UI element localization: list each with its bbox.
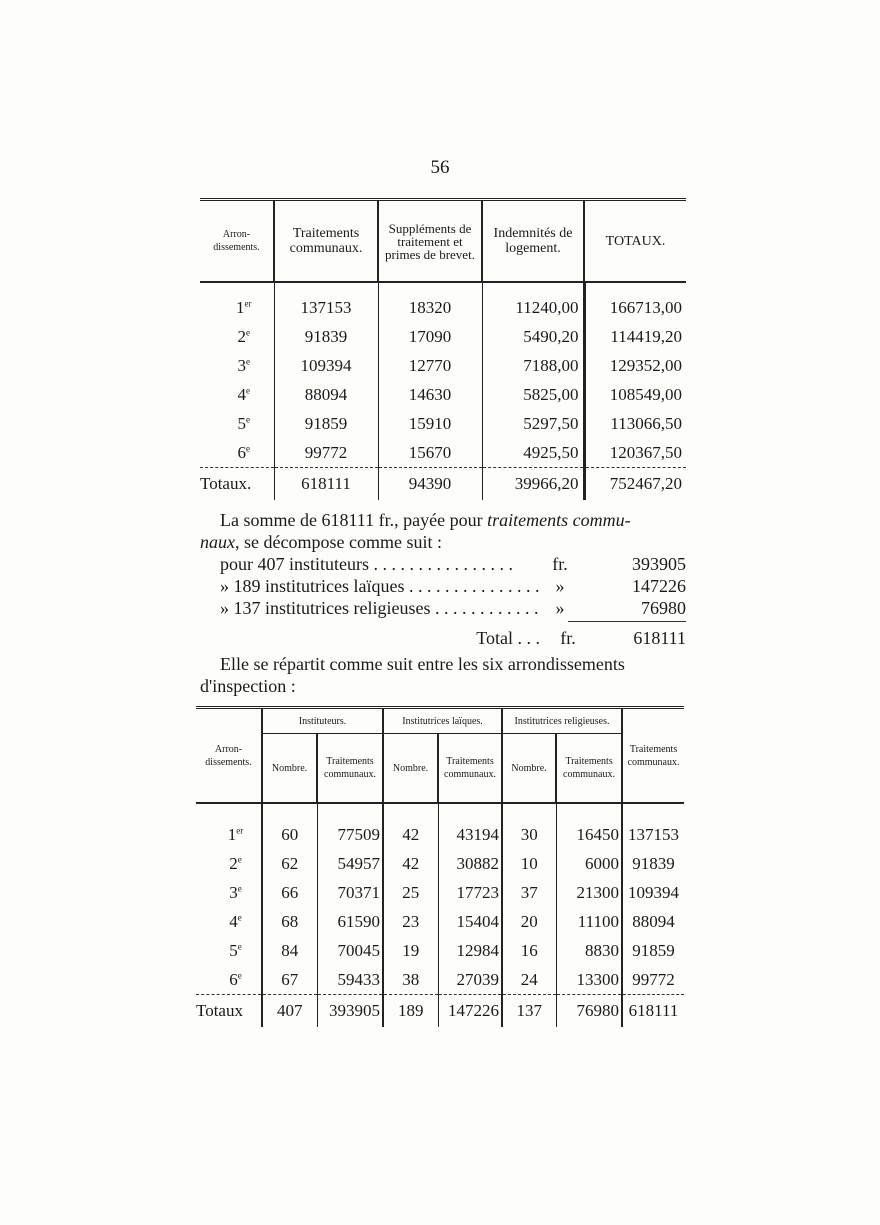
religieuses-traitements-cell: 21300 bbox=[556, 878, 622, 907]
arrondissement-cell bbox=[200, 322, 274, 351]
indemnites-cell: 5490,20 bbox=[482, 322, 584, 351]
supplements-total: 94390 bbox=[378, 468, 482, 501]
traitements-total-cell: 91839 bbox=[622, 849, 684, 878]
indemnites-cell: 5297,50 bbox=[482, 409, 584, 438]
table-row bbox=[196, 878, 684, 907]
indemnites-cell: 7188,00 bbox=[482, 351, 584, 380]
traitements-cell: 91859 bbox=[274, 409, 378, 438]
laiques-nombre-cell: 42 bbox=[383, 849, 438, 878]
arrondissement-number: 3 bbox=[237, 355, 246, 375]
table-row bbox=[200, 409, 686, 438]
arrondissement-cell bbox=[196, 820, 262, 849]
traitements-total-cell: 618111 bbox=[622, 995, 684, 1028]
header-totaux: TOTAUX. bbox=[584, 200, 686, 283]
traitements-cell: 91839 bbox=[274, 322, 378, 351]
religieuses-nombre-cell: 137 bbox=[502, 995, 556, 1028]
laiques-nombre-cell: 189 bbox=[383, 995, 438, 1028]
instituteurs-traitements-cell: 61590 bbox=[317, 907, 383, 936]
instituteurs-traitements-cell: 70371 bbox=[317, 878, 383, 907]
traitements-total: 618111 bbox=[274, 468, 378, 501]
indemnites-cell: 11240,00 bbox=[482, 293, 584, 322]
header-nombre: Nombre. bbox=[262, 734, 317, 804]
traitements-cell: 137153 bbox=[274, 293, 378, 322]
grand-total: 752467,20 bbox=[584, 468, 686, 501]
header-traitements: Traitements communaux. bbox=[438, 734, 502, 804]
arrondissement-cell bbox=[196, 878, 262, 907]
religieuses-nombre-cell: 37 bbox=[502, 878, 556, 907]
group-institutrices-laiques: Institutrices laïques. bbox=[383, 708, 502, 734]
table-row bbox=[200, 351, 686, 380]
arrondissement-number: 5 bbox=[237, 413, 246, 433]
arrondissement-cell bbox=[196, 907, 262, 936]
header-traitements: Traitements communaux. bbox=[274, 200, 378, 283]
total-currency: fr. bbox=[560, 628, 576, 648]
distribution-amount: 393905 bbox=[632, 554, 686, 574]
arrondissement-number: 5 bbox=[229, 940, 238, 960]
laiques-traitements-cell: 15404 bbox=[438, 907, 502, 936]
table-row bbox=[200, 380, 686, 409]
header-arrondissements: Arron-dissements. bbox=[196, 708, 262, 804]
supplements-cell: 12770 bbox=[378, 351, 482, 380]
table-row bbox=[196, 965, 684, 995]
distribution-label: » 137 institutrices religieuses . . . bbox=[220, 597, 540, 619]
arrondissement-cell bbox=[196, 965, 262, 995]
arrondissement-number: 3 bbox=[229, 882, 238, 902]
total-cell: 129352,00 bbox=[584, 351, 686, 380]
sum-rule bbox=[568, 621, 686, 622]
arrondissement-number: 2 bbox=[229, 853, 238, 873]
ordinal-suffix: er bbox=[236, 824, 244, 835]
header-indemnites: Indemnités de logement. bbox=[482, 200, 584, 283]
traitements-cell: 109394 bbox=[274, 351, 378, 380]
paragraph-text: , se décompose comme suit : bbox=[235, 532, 442, 552]
ordinal-suffix: e bbox=[237, 969, 242, 980]
distribution-list bbox=[220, 553, 686, 649]
distribution-currency: » bbox=[555, 576, 565, 596]
ordinal-suffix: e bbox=[246, 384, 250, 395]
table-row bbox=[196, 820, 684, 849]
arrondissement-cell bbox=[196, 849, 262, 878]
laiques-traitements-cell: 43194 bbox=[438, 820, 502, 849]
arrondissement-number: 2 bbox=[237, 326, 246, 346]
traitements-total-cell: 88094 bbox=[622, 907, 684, 936]
instituteurs-nombre-cell: 60 bbox=[262, 820, 317, 849]
supplements-cell: 15670 bbox=[378, 438, 482, 468]
distribution-amount: 76980 bbox=[641, 598, 686, 618]
laiques-nombre-cell: 19 bbox=[383, 936, 438, 965]
header-traitements-total: Traitements communaux. bbox=[622, 708, 684, 804]
arrondissement-number: 1 bbox=[236, 297, 245, 317]
indemnites-cell: 4925,50 bbox=[482, 438, 584, 468]
instituteurs-nombre-cell: 407 bbox=[262, 995, 317, 1028]
religieuses-nombre-cell: 30 bbox=[502, 820, 556, 849]
religieuses-nombre-cell: 16 bbox=[502, 936, 556, 965]
arrondissement-cell bbox=[200, 351, 274, 380]
laiques-nombre-cell: 25 bbox=[383, 878, 438, 907]
ordinal-suffix: er bbox=[244, 297, 252, 308]
total-cell: 166713,00 bbox=[584, 293, 686, 322]
supplements-cell: 14630 bbox=[378, 380, 482, 409]
paragraph-italic: traitements commu- bbox=[487, 510, 631, 530]
totals-label: Totaux bbox=[196, 995, 262, 1028]
arrondissement-cell bbox=[200, 380, 274, 409]
religieuses-traitements-cell: 76980 bbox=[556, 995, 622, 1028]
paragraph-text: La somme de 618111 fr., payée pour bbox=[220, 510, 488, 530]
ordinal-suffix: e bbox=[237, 911, 242, 922]
total-cell: 114419,20 bbox=[584, 322, 686, 351]
religieuses-traitements-cell: 8830 bbox=[556, 936, 622, 965]
ordinal-suffix: e bbox=[246, 326, 250, 337]
total-cell: 113066,50 bbox=[584, 409, 686, 438]
arrondissement-number: 6 bbox=[237, 442, 246, 462]
ordinal-suffix: e bbox=[237, 882, 242, 893]
religieuses-nombre-cell: 20 bbox=[502, 907, 556, 936]
ordinal-suffix: e bbox=[246, 413, 250, 424]
total-amount: 618111 bbox=[633, 628, 686, 648]
traitements-total-cell: 109394 bbox=[622, 878, 684, 907]
paragraph-decomposition bbox=[200, 509, 686, 553]
distribution-label: pour 407 instituteurs . . . bbox=[220, 553, 540, 575]
laiques-traitements-cell: 27039 bbox=[438, 965, 502, 995]
table-row bbox=[196, 936, 684, 965]
laiques-nombre-cell: 42 bbox=[383, 820, 438, 849]
header-nombre: Nombre. bbox=[502, 734, 556, 804]
table-row bbox=[200, 322, 686, 351]
arrondissement-number: 6 bbox=[229, 969, 238, 989]
traitements-total-cell: 137153 bbox=[622, 820, 684, 849]
arrondissement-number: 4 bbox=[229, 911, 238, 931]
instituteurs-nombre-cell: 66 bbox=[262, 878, 317, 907]
arrondissement-number: 1 bbox=[227, 824, 237, 844]
distribution-item bbox=[220, 597, 686, 619]
religieuses-traitements-cell: 16450 bbox=[556, 820, 622, 849]
instituteurs-traitements-cell: 54957 bbox=[317, 849, 383, 878]
religieuses-nombre-cell: 24 bbox=[502, 965, 556, 995]
totals-row bbox=[200, 468, 686, 501]
instituteurs-traitements-cell: 393905 bbox=[317, 995, 383, 1028]
distribution-item bbox=[220, 575, 686, 597]
group-instituteurs: Instituteurs. bbox=[262, 708, 383, 734]
instituteurs-traitements-cell: 70045 bbox=[317, 936, 383, 965]
distribution-currency: » bbox=[555, 598, 565, 618]
laiques-nombre-cell: 38 bbox=[383, 965, 438, 995]
laiques-nombre-cell: 23 bbox=[383, 907, 438, 936]
instituteurs-nombre-cell: 68 bbox=[262, 907, 317, 936]
instituteurs-traitements-cell: 59433 bbox=[317, 965, 383, 995]
distribution-currency: fr. bbox=[552, 554, 568, 574]
religieuses-traitements-cell: 11100 bbox=[556, 907, 622, 936]
instituteurs-nombre-cell: 84 bbox=[262, 936, 317, 965]
total-cell: 120367,50 bbox=[584, 438, 686, 468]
paragraph-italic: naux bbox=[200, 532, 235, 552]
paragraph-repartition: Elle se répartit comme suit entre les six arrondissements d'inspection : bbox=[200, 654, 625, 696]
instituteurs-traitements-cell: 77509 bbox=[317, 820, 383, 849]
ordinal-suffix: e bbox=[237, 853, 242, 864]
total-label: Total . . . bbox=[220, 627, 548, 649]
traitements-total-cell: 91859 bbox=[622, 936, 684, 965]
table-row bbox=[196, 907, 684, 936]
total-cell: 108549,00 bbox=[584, 380, 686, 409]
traitements-total-cell: 99772 bbox=[622, 965, 684, 995]
distribution-total bbox=[220, 627, 686, 649]
table-row bbox=[200, 293, 686, 322]
religieuses-nombre-cell: 10 bbox=[502, 849, 556, 878]
header-supplements: Suppléments de traitement et primes de brevet. bbox=[378, 200, 482, 283]
header-arrondissements: Arron-dissements. bbox=[200, 200, 274, 283]
traitements-cell: 88094 bbox=[274, 380, 378, 409]
indemnites-cell: 5825,00 bbox=[482, 380, 584, 409]
religieuses-traitements-cell: 13300 bbox=[556, 965, 622, 995]
header-traitements: Traitements communaux. bbox=[556, 734, 622, 804]
table-row bbox=[200, 438, 686, 468]
ordinal-suffix: e bbox=[246, 442, 250, 453]
ordinal-suffix: e bbox=[237, 940, 242, 951]
ordinal-suffix: e bbox=[246, 355, 250, 366]
instituteurs-nombre-cell: 62 bbox=[262, 849, 317, 878]
table-row bbox=[196, 849, 684, 878]
religieuses-traitements-cell: 6000 bbox=[556, 849, 622, 878]
header-nombre: Nombre. bbox=[383, 734, 438, 804]
indemnites-total: 39966,20 bbox=[482, 468, 584, 501]
arrondissement-cell bbox=[200, 409, 274, 438]
arrondissement-cell bbox=[200, 293, 274, 322]
traitements-cell: 99772 bbox=[274, 438, 378, 468]
page-number: 56 bbox=[430, 157, 450, 178]
distribution-item bbox=[220, 553, 686, 575]
arrondissement-number: 4 bbox=[237, 384, 246, 404]
supplements-cell: 18320 bbox=[378, 293, 482, 322]
laiques-traitements-cell: 147226 bbox=[438, 995, 502, 1028]
supplements-cell: 15910 bbox=[378, 409, 482, 438]
distribution-amount: 147226 bbox=[632, 576, 686, 596]
instituteurs-nombre-cell: 67 bbox=[262, 965, 317, 995]
laiques-traitements-cell: 12984 bbox=[438, 936, 502, 965]
supplements-cell: 17090 bbox=[378, 322, 482, 351]
distribution-label: » 189 institutrices laïques . . . bbox=[220, 575, 540, 597]
salary-summary-table bbox=[200, 198, 686, 500]
arrondissement-cell bbox=[196, 936, 262, 965]
header-traitements: Traitements communaux. bbox=[317, 734, 383, 804]
laiques-traitements-cell: 30882 bbox=[438, 849, 502, 878]
arrondissement-breakdown-table bbox=[196, 706, 684, 1027]
totals-row bbox=[196, 995, 684, 1028]
totals-label: Totaux. bbox=[200, 468, 274, 501]
arrondissement-cell bbox=[200, 438, 274, 468]
laiques-traitements-cell: 17723 bbox=[438, 878, 502, 907]
group-institutrices-religieuses: Institutrices religieuses. bbox=[502, 708, 622, 734]
